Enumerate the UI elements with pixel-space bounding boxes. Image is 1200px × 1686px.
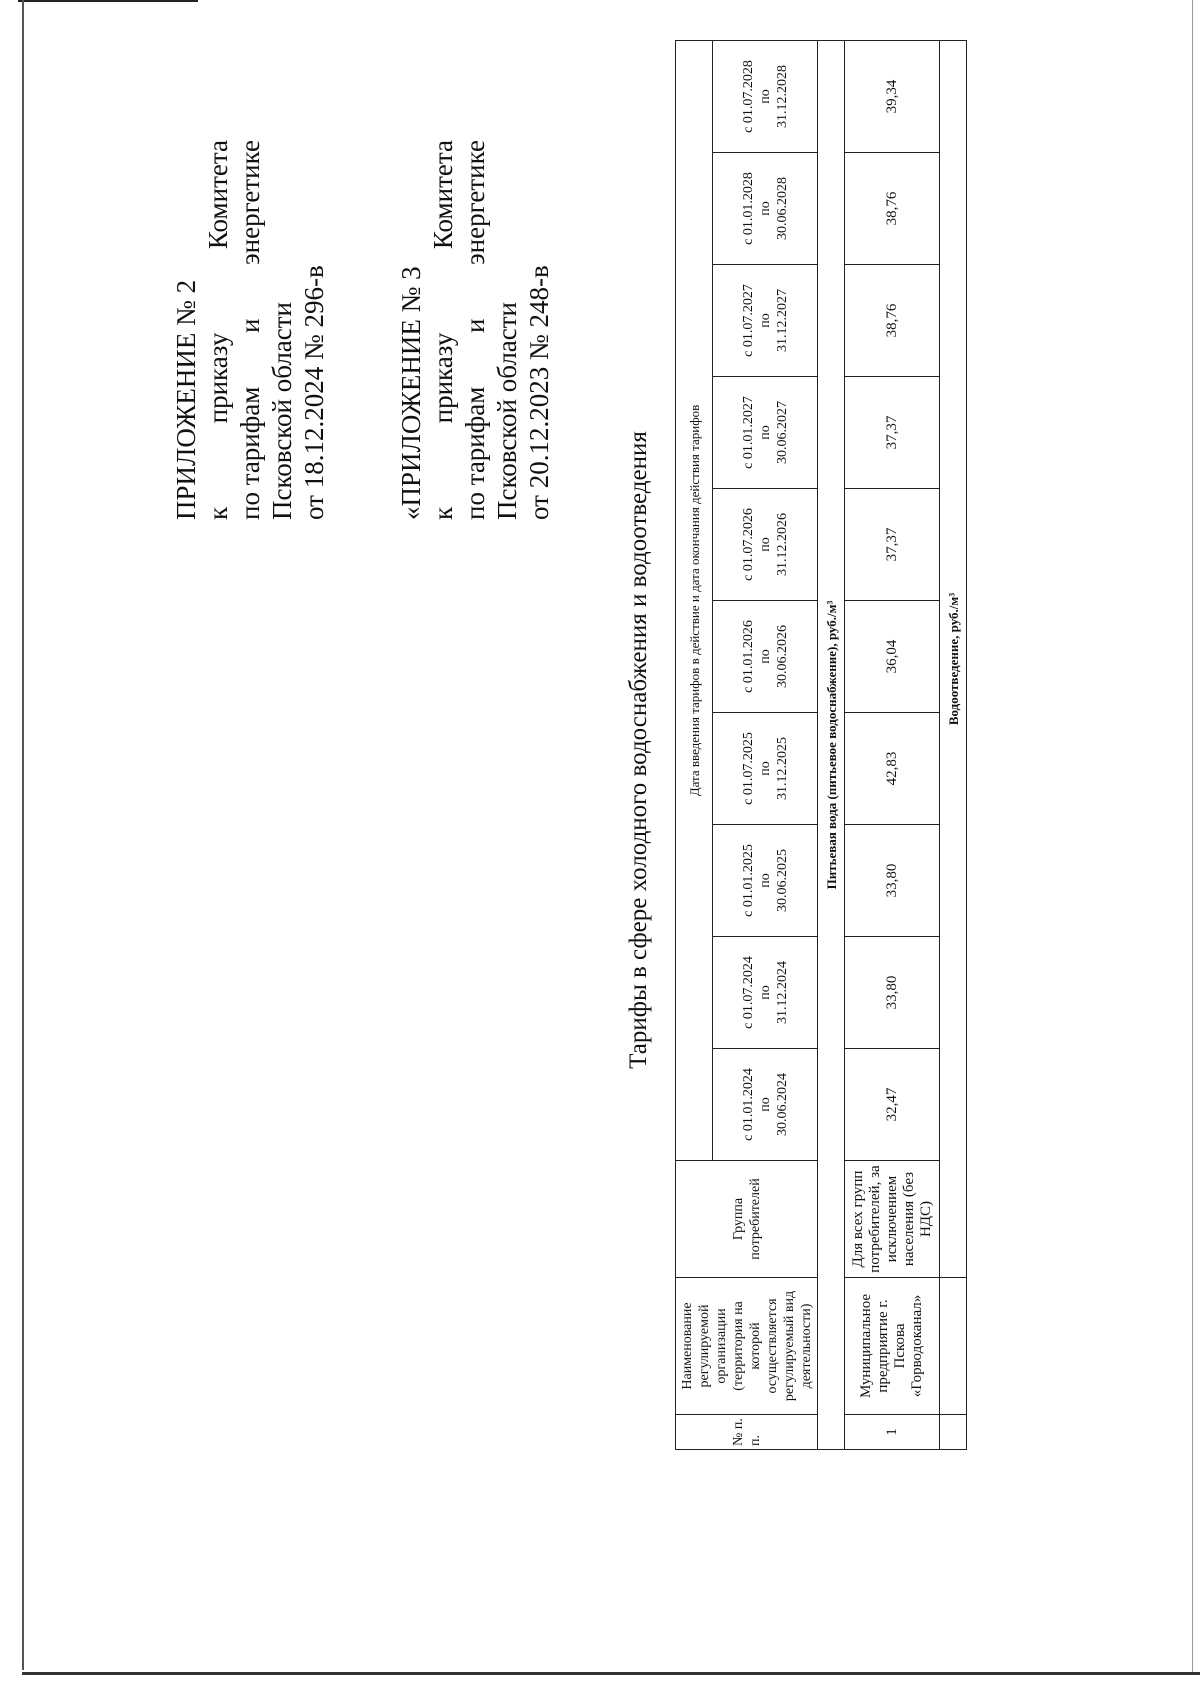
- blank-cell: [940, 1415, 967, 1450]
- appendix-header-new: [170, 140, 330, 520]
- appendix-line: Псковской области: [492, 301, 522, 520]
- period-cell: с 01.07.2025 по 31.12.2025: [713, 713, 818, 825]
- appendix-title: «ПРИЛОЖЕНИЕ № 3: [396, 266, 426, 520]
- header-num: № п. п.: [676, 1415, 818, 1450]
- tariff-value: 33,80: [845, 825, 940, 937]
- table-header-row: [676, 41, 713, 1450]
- tariff-value: 38,76: [845, 265, 940, 377]
- appendix-line: по тарифам и энергетике: [235, 140, 265, 520]
- scan-edge-right: [1192, 0, 1193, 1672]
- scan-edge-bottom: [22, 1672, 1200, 1675]
- row-org-name: Муниципальное предприятие г. Пскова «Горводоканал»: [845, 1278, 940, 1415]
- tariff-value: 33,80: [845, 937, 940, 1049]
- period-cell: с 01.07.2024 по 31.12.2024: [713, 937, 818, 1049]
- scan-edge-left: [22, 0, 24, 1670]
- period-cell: с 01.07.2026 по 31.12.2026: [713, 489, 818, 601]
- tariff-value: 32,47: [845, 1049, 940, 1161]
- period-cell: с 01.01.2028 по 30.06.2028: [713, 153, 818, 265]
- period-cell: с 01.01.2024 по 30.06.2024: [713, 1049, 818, 1161]
- tariff-value: 37,37: [845, 377, 940, 489]
- section-title-water: Питьевая вода (питьевое водоснабжение), руб./м³: [818, 41, 845, 1450]
- rotated-page: [120, 40, 1120, 1600]
- tariff-value: 37,37: [845, 489, 940, 601]
- header-consumer-group: Группа потребителей: [676, 1161, 818, 1278]
- appendix-line: к приказу Комитета: [203, 140, 233, 520]
- header-dates: Дата введения тарифов в действие и дата окончания действия тарифов: [676, 41, 713, 1161]
- tariff-value: 39,34: [845, 41, 940, 153]
- table-row: [845, 41, 940, 1450]
- period-cell: с 01.01.2025 по 30.06.2025: [713, 825, 818, 937]
- appendix-title: ПРИЛОЖЕНИЕ № 2: [171, 279, 201, 520]
- period-cell: с 01.01.2027 по 30.06.2027: [713, 377, 818, 489]
- row-number: 1: [845, 1415, 940, 1450]
- period-cell: с 01.01.2026 по 30.06.2026: [713, 601, 818, 713]
- appendix-line: по тарифам и энергетике: [460, 140, 490, 520]
- section-title-sewer: Водоотведение, руб./м³: [940, 41, 967, 1278]
- scan-edge-top: [18, 0, 198, 2]
- header-org-name: Наименование регулируемой организации (территория на которой осуществляется регулируемый вид деятельности): [676, 1278, 818, 1415]
- appendix-line: к приказу Комитета: [428, 140, 458, 520]
- tariff-value: 42,83: [845, 713, 940, 825]
- appendix-order-ref: от 20.12.2023 № 248-в: [524, 265, 554, 520]
- section-row-sewer: [940, 41, 967, 1450]
- period-cell: с 01.07.2027 по 31.12.2027: [713, 265, 818, 377]
- blank-cell: [940, 1278, 967, 1415]
- appendix-header-old: [395, 140, 555, 520]
- section-row-water: [818, 41, 845, 1450]
- appendix-line: Псковской области: [267, 301, 297, 520]
- period-cell: с 01.07.2028 по 31.12.2028: [713, 41, 818, 153]
- tariffs-table: [675, 40, 967, 1450]
- row-consumer-group: Для всех групп потребителей, за исключением населения (без НДС): [845, 1161, 940, 1278]
- document-title: Тарифы в сфере холодного водоснабжения и водоотведения: [625, 431, 652, 1069]
- appendix-order-ref: от 18.12.2024 № 296-в: [299, 265, 329, 520]
- tariff-value: 38,76: [845, 153, 940, 265]
- tariff-value: 36,04: [845, 601, 940, 713]
